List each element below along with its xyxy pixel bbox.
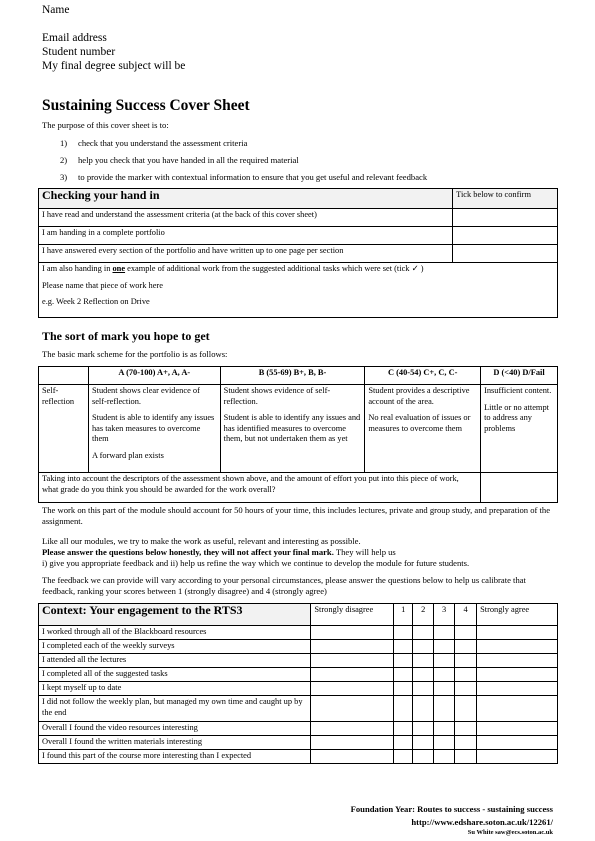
rating-cell[interactable] (477, 696, 558, 722)
rating-cell[interactable] (394, 750, 413, 764)
rating-cell[interactable] (394, 682, 413, 696)
footer-title: Foundation Year: Routes to success - sustaining success (350, 804, 553, 814)
rating-cell[interactable] (477, 750, 558, 764)
rating-cell[interactable] (311, 640, 394, 654)
honesty-bold: Please answer the questions below honestly, they will not affect your final mark. (42, 547, 334, 557)
additional-pre: I am also handing in (42, 264, 113, 273)
tick-cell[interactable] (453, 245, 558, 263)
additional-one: one (112, 264, 126, 273)
mark-header-blank (39, 367, 89, 385)
honesty-line-3: i) give you appropriate feedback and ii) help us refine the way which we continue to develop the module for future students. (42, 558, 470, 568)
degree-subject-label: My final degree subject will be (42, 60, 186, 72)
intro-text: The purpose of this cover sheet is to: (42, 120, 169, 130)
rating-cell[interactable] (413, 626, 434, 640)
grade-b-cell (220, 385, 365, 473)
footer-author: Su White saw@ecs.soton.ac.uk (467, 829, 553, 836)
rating-cell[interactable] (311, 654, 394, 668)
rating-cell[interactable] (434, 626, 455, 640)
checklist-row-label: I have read and understand the assessment criteria (at the back of this cover sheet) (39, 209, 453, 227)
grade-a-desc: Student shows clear evidence of self-reflection. (91, 386, 200, 406)
grade-c-cell (365, 385, 481, 473)
rating-cell[interactable] (413, 750, 434, 764)
context-row (39, 750, 558, 764)
student-number-label: Student number (42, 46, 116, 58)
additional-work-text (42, 264, 554, 275)
context-row-label: Overall I found the written materials interesting (39, 736, 311, 750)
honesty-help: They will help us (333, 547, 396, 557)
purpose-item (60, 138, 247, 148)
strongly-disagree-header: Strongly disagree (311, 604, 394, 626)
context-row (39, 696, 558, 722)
grade-d-desc: Insufficient content. (484, 386, 552, 395)
rating-cell[interactable] (455, 696, 477, 722)
rating-cell[interactable] (394, 736, 413, 750)
mark-intro: The basic mark scheme for the portfolio is as follows: (42, 349, 228, 359)
context-row (39, 668, 558, 682)
please-name-text: Please name that piece of work here (42, 280, 163, 290)
scale-header: 1 (394, 604, 413, 626)
tick-header: Tick below to confirm (453, 189, 558, 209)
context-row-label: I found this part of the course more interesting than I expected (39, 750, 311, 764)
rating-cell[interactable] (434, 696, 455, 722)
purpose-text: to provide the marker with contextual information to ensure that you get useful and relevant feedback (78, 172, 428, 182)
tick-cell[interactable] (453, 209, 558, 227)
rating-cell[interactable] (311, 696, 394, 722)
checklist-row-label: I have answered every section of the portfolio and have written up to one page per section (39, 245, 453, 263)
grade-answer-cell[interactable] (481, 473, 558, 503)
rating-cell[interactable] (455, 654, 477, 668)
context-row (39, 682, 558, 696)
rating-cell[interactable] (413, 654, 434, 668)
context-heading: Context: Your engagement to the RTS3 (42, 603, 243, 617)
rating-cell[interactable] (455, 668, 477, 682)
context-row (39, 640, 558, 654)
grade-a-desc: A forward plan exists (91, 450, 164, 460)
name-label: Name (42, 4, 70, 16)
rating-cell[interactable] (413, 696, 434, 722)
additional-work-cell[interactable] (39, 263, 558, 318)
grade-question: Taking into account the descriptors of the assessment shown above, and the amount of effort you put into this piece of work, what grade do you think you should be awarded for the work overall? (39, 473, 481, 503)
grade-c-desc: Student provides a descriptive account of the area. (368, 386, 470, 406)
rating-cell[interactable] (311, 626, 394, 640)
context-row-label: I worked through all of the Blackboard resources (39, 626, 311, 640)
context-row (39, 626, 558, 640)
grade-b-desc: Student is able to identify any issues and has identified measures to overcome them, but not undertaken them as yet (223, 413, 361, 443)
checklist-table (38, 188, 558, 318)
grade-a-header: A (70-100) A+, A, A- (88, 367, 220, 385)
rating-cell[interactable] (434, 722, 455, 736)
rating-cell[interactable] (394, 640, 413, 654)
rating-cell[interactable] (413, 640, 434, 654)
example-text: e.g. Week 2 Reflection on Drive (42, 297, 150, 306)
mark-heading: The sort of mark you hope to get (42, 329, 210, 343)
checklist-heading: Checking your hand in (42, 188, 160, 202)
honesty-line-1: Like all our modules, we try to make the work as useful, relevant and interesting as possible. (42, 536, 361, 546)
context-row (39, 736, 558, 750)
rating-cell[interactable] (434, 668, 455, 682)
rating-cell[interactable] (477, 682, 558, 696)
rating-cell[interactable] (477, 736, 558, 750)
rating-cell[interactable] (413, 722, 434, 736)
grade-d-header: D (<40) D/Fail (481, 367, 558, 385)
rating-cell[interactable] (477, 654, 558, 668)
rating-cell[interactable] (311, 750, 394, 764)
scale-header: 4 (455, 604, 477, 626)
rating-cell[interactable] (394, 626, 413, 640)
rating-cell[interactable] (455, 626, 477, 640)
rating-cell[interactable] (413, 668, 434, 682)
context-row-label: I completed each of the weekly surveys (39, 640, 311, 654)
rating-cell[interactable] (413, 682, 434, 696)
footer-url[interactable]: http://www.edshare.soton.ac.uk/12261/ (411, 817, 553, 827)
tick-cell[interactable] (453, 227, 558, 245)
context-row-label: Overall I found the video resources interesting (39, 722, 311, 736)
rating-cell[interactable] (413, 736, 434, 750)
rating-cell[interactable] (394, 696, 413, 722)
grade-c-desc: No real evaluation of issues or measures to overcome them (368, 413, 471, 433)
grade-b-desc: Student shows evidence of self-reflection. (223, 386, 331, 406)
purpose-text: check that you understand the assessment criteria (78, 138, 248, 148)
purpose-number: 1) (60, 138, 68, 148)
purpose-item (60, 172, 427, 182)
checklist-heading-cell (39, 189, 453, 209)
grade-d-desc: Little or no attempt to address any problems (484, 402, 549, 433)
rating-cell[interactable] (394, 722, 413, 736)
honesty-paragraph (42, 536, 557, 569)
strongly-agree-header: Strongly agree (477, 604, 558, 626)
scale-header: 2 (413, 604, 434, 626)
rating-cell[interactable] (477, 722, 558, 736)
rating-cell[interactable] (394, 668, 413, 682)
context-row-label: I kept myself up to date (39, 682, 311, 696)
rating-cell[interactable] (434, 682, 455, 696)
rating-cell[interactable] (455, 640, 477, 654)
grade-d-cell (481, 385, 558, 473)
rating-cell[interactable] (311, 736, 394, 750)
mark-scheme-table (38, 366, 558, 503)
rating-cell[interactable] (477, 668, 558, 682)
rating-cell[interactable] (477, 626, 558, 640)
rating-cell[interactable] (455, 750, 477, 764)
rating-cell[interactable] (455, 736, 477, 750)
scale-header: 3 (434, 604, 455, 626)
rating-cell[interactable] (311, 668, 394, 682)
email-label: Email address (42, 32, 107, 44)
purpose-number: 3) (60, 172, 68, 182)
feedback-paragraph: The feedback we can provide will vary according to your personal circumstances, please answer the questions below to help us calibrate that feedback, ranking your scores between 1 (strongly disagree) and 4 (strongly agree) (42, 575, 526, 596)
grade-b-header: B (55-69) B+, B, B- (220, 367, 365, 385)
rating-cell[interactable] (311, 722, 394, 736)
rating-cell[interactable] (434, 640, 455, 654)
rating-cell[interactable] (434, 750, 455, 764)
purpose-item (60, 155, 299, 165)
hours-paragraph: The work on this part of the module should account for 50 hours of your time, this includes lectures, private and group study, and preparation of the assignment. (42, 505, 551, 526)
additional-post: example of additional work from the suggested additional tasks which were set (tick ✓ ) (125, 264, 424, 273)
context-table (38, 603, 558, 764)
context-row (39, 654, 558, 668)
rating-cell[interactable] (311, 682, 394, 696)
self-reflection-label: Self-reflection (39, 385, 89, 473)
context-heading-cell (39, 604, 311, 626)
context-row (39, 722, 558, 736)
context-row-label: I attended all the lectures (39, 654, 311, 668)
purpose-text: help you check that you have handed in all the required material (78, 155, 299, 165)
rating-cell[interactable] (477, 640, 558, 654)
grade-c-header: C (40-54) C+, C, C- (365, 367, 481, 385)
rating-cell[interactable] (455, 682, 477, 696)
context-row-label: I did not follow the weekly plan, but managed my own time and caught up by the end (39, 696, 311, 722)
purpose-number: 2) (60, 155, 68, 165)
rating-cell[interactable] (455, 722, 477, 736)
page-title: Sustaining Success Cover Sheet (42, 97, 250, 114)
grade-a-cell (88, 385, 220, 473)
checklist-row-label: I am handing in a complete portfolio (39, 227, 453, 245)
grade-a-desc: Student is able to identify any issues has taken measures to overcome them (91, 413, 215, 443)
rating-cell[interactable] (394, 654, 413, 668)
context-row-label: I completed all of the suggested tasks (39, 668, 311, 682)
rating-cell[interactable] (434, 736, 455, 750)
rating-cell[interactable] (434, 654, 455, 668)
